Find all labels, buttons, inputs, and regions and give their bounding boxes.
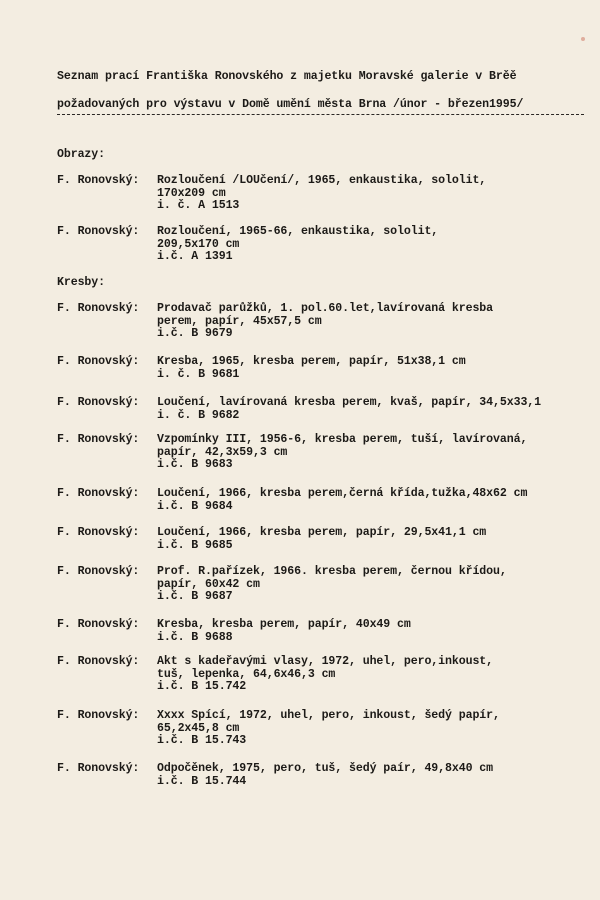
description-line: Kresba, 1965, kresba perem, papír, 51x38,1 cm — [157, 355, 466, 368]
description-line: Kresba, kresba perem, papír, 40x49 cm — [157, 618, 411, 631]
entry-description — [157, 566, 595, 604]
title-line-2: požadovaných pro výstavu v Domě umění města Brna /únor - březen1995/ — [57, 97, 524, 111]
section-label-drawings: Kresby: — [57, 276, 106, 289]
description-line: perem, papír, 45x57,5 cm — [157, 314, 322, 328]
entry-description — [157, 303, 595, 341]
section-label-paintings: Obrazy: — [57, 148, 106, 161]
description-line: i. č. B 9682 — [157, 408, 240, 422]
description-line: i.č. B 9685 — [157, 538, 233, 552]
entry-description — [157, 488, 595, 513]
entry-author: F. Ronovský: — [57, 618, 140, 631]
description-line: Akt s kadeřavými vlasy, 1972, uhel, pero,inkoust, — [157, 655, 494, 668]
description-line: i.č. B 9684 — [157, 499, 233, 513]
entry-author: F. Ronovský: — [57, 655, 140, 668]
entry-description — [157, 619, 595, 644]
description-line: i.č. B 15.744 — [157, 774, 247, 788]
description-line: i.č. B 9679 — [157, 327, 233, 340]
description-line: i.č. B 15.742 — [157, 680, 247, 693]
entry-author: F. Ronovský: — [57, 565, 140, 578]
description-line: Prodavač parůžků, 1. pol.60.let,lavírovaná kresba — [157, 302, 494, 315]
entry-author: F. Ronovský: — [57, 225, 140, 238]
description-line: Vzpomínky III, 1956-6, kresba perem, tuší, lavírovaná, — [157, 433, 528, 446]
description-line: Xxxx Spící, 1972, uhel, pero, inkoust, šedý papír, — [157, 709, 500, 722]
entry-description — [157, 527, 595, 552]
description-line: 170x209 cm — [157, 186, 226, 200]
entry-description — [157, 763, 595, 788]
description-line: Rozloučení, 1965-66, enkaustika, sololit, — [157, 225, 439, 238]
description-line: papír, 42,3x59,3 cm — [157, 445, 288, 459]
entry-author: F. Ronovský: — [57, 709, 140, 722]
description-line: Loučení, 1966, kresba perem,černá křída,tužka,48x62 cm — [157, 487, 528, 500]
description-line: Loučení, 1966, kresba perem, papír, 29,5x41,1 cm — [157, 526, 487, 539]
description-line: i.č. B 15.743 — [157, 734, 247, 747]
ink-mark — [581, 37, 585, 41]
entry-description — [157, 226, 595, 264]
entry-author: F. Ronovský: — [57, 355, 140, 368]
description-line: papír, 60x42 cm — [157, 577, 260, 591]
dashed-divider — [57, 114, 584, 115]
description-line: i. č. B 9681 — [157, 367, 240, 381]
description-line: Loučení, lavírovaná kresba perem, kvaš, papír, 34,5x33,1 — [157, 396, 542, 409]
description-line: 209,5x170 cm — [157, 237, 240, 251]
entry-author: F. Ronovský: — [57, 487, 140, 500]
description-line: Rozloučení /LOUčení/, 1965, enkaustika, sololit, — [157, 174, 487, 187]
description-line: i.č. B 9683 — [157, 458, 233, 471]
entry-description — [157, 175, 595, 213]
description-line: i.č. A 1391 — [157, 250, 233, 263]
description-line: 65,2x45,8 cm — [157, 721, 240, 735]
entry-description — [157, 434, 595, 472]
entry-description — [157, 656, 595, 694]
entry-author: F. Ronovský: — [57, 433, 140, 446]
entry-author: F. Ronovský: — [57, 396, 140, 409]
entry-description — [157, 397, 595, 422]
description-line: i. č. A 1513 — [157, 199, 240, 212]
entry-author: F. Ronovský: — [57, 302, 140, 315]
title-line-1: Seznam prací Františka Ronovského z majetku Moravské galerie v Brěě — [57, 70, 517, 83]
description-line: Odpočěnek, 1975, pero, tuš, šedý paír, 49,8x40 cm — [157, 762, 494, 775]
entry-description — [157, 356, 595, 381]
document-header — [57, 71, 587, 111]
description-line: tuš, lepenka, 64,6x46,3 cm — [157, 667, 336, 681]
entry-author: F. Ronovský: — [57, 174, 140, 187]
entry-author: F. Ronovský: — [57, 762, 140, 775]
entry-description — [157, 710, 595, 748]
description-line: i.č. B 9687 — [157, 590, 233, 603]
description-line: i.č. B 9688 — [157, 630, 233, 644]
entry-author: F. Ronovský: — [57, 526, 140, 539]
description-line: Prof. R.pařízek, 1966. kresba perem, černou křídou, — [157, 565, 507, 578]
